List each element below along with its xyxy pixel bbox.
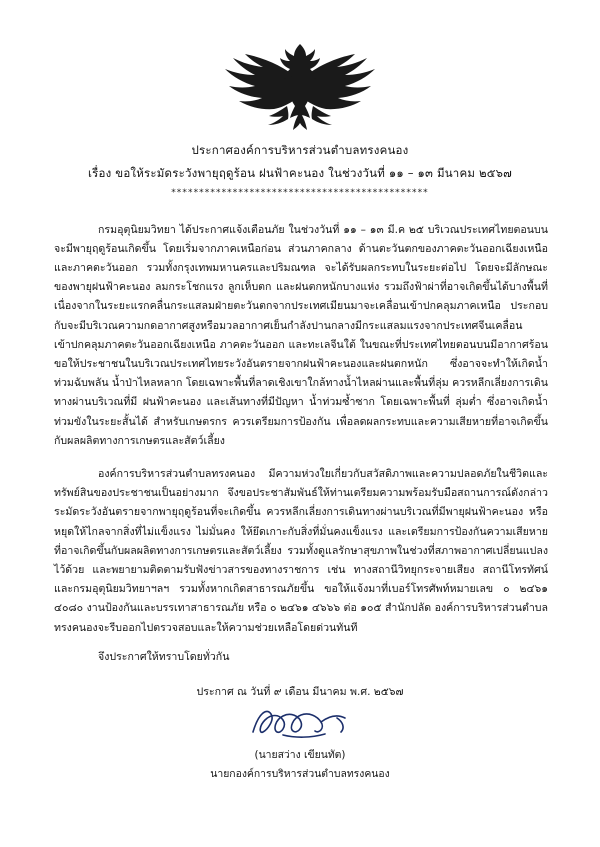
heading-divider: ********************************************** [171, 188, 429, 198]
signatory-title: นายกองค์การบริหารส่วนตำบลทรงคนอง [210, 768, 390, 780]
paragraph-2: องค์การบริหารส่วนตำบลทรงคนอง มีความห่วงใยเกี่ยวกับสวัสดิภาพและความปลอดภัยในชีวิตและทรัพย์สินของประชาชนเป็นอย่างมาก จึงขอประชาสัมพันธ์ให้ท่านเตรียมความพร้อมรับมือสถานการณ์ดังกล่าว ระมัดระวังอันตรายจากพายุฤดูร้อนที่จะเกิดขึ้น ควรหลีกเลี่ยงการเดินทางผ่านบริเวณที่มีพายุฝนฟ้าคะนอง หรือหยุดให้ไกลจากสิ่งที่ไม่แข็งแรง ไม่มั่นคง ให้ยึดเกาะกับสิ่งที่มั่นคงแข็งแรง และเตรียมการป้องกันความเสียหายที่อาจเกิดขึ้นกับผลผลิตทางการเกษตรและสัตว์เลี้ยง รวมทั้งดูแลรักษาสุขภาพในช่วงที่สภาพอากาศเปลี่ยนแปลงไว้ด้วย และพยายามติดตามรับฟังข่าวสารของทางราชการ เช่น ทางสถานีวิทยุกระจายเสียง สถานีโทรทัศน์ และกรมอุตุนิยมวิทยาฯลฯ รวมทั้งหากเกิดสาธารณภัยขึ้น ขอให้แจ้งมาที่เบอร์โทรศัพท์หมายเลข ๐ ๒๔๖๑ ๔๐๘๐ งานป้องกันและบรรเทาสาธารณภัย หรือ ๐ ๒๔๖๑ ๔๖๖๖ ต่อ ๑๐๕ สำนักปลัด องค์การบริหารส่วนตำบลทรงคนองจะรีบออกไปตรวจสอบและให้ความช่วยเหลือโดยด่วนทันที [54, 468, 548, 634]
document-sheet [22, 14, 578, 832]
paragraph-1: กรมอุตุนิยมวิทยา ได้ประกาศแจ้งเตือนภัย ในช่วงวันที่ ๑๑ – ๑๓ มี.ค ๒๕ บริเวณประเทศไทยตอนบนจะมีพายุฤดูร้อนเกิดขึ้น โดยเริ่มจากภาคเหนือก่อน ส่วนภาคกลาง ด้านตะวันตกของภาคตะวันออกเฉียงเหนือ และภาคตะวันออก รวมทั้งกรุงเทพมหานครและปริมณฑล จะได้รับผลกระทบในระยะต่อไป โดยจะมีลักษณะของพายุฝนฟ้าคะนอง ลมกระโชกแรง ลูกเห็บตก และฝนตกหนักบางแห่ง รวมถึงฟ้าผ่าที่อาจเกิดขึ้นได้บางพื้นที่ เนื่องจากในระยะแรกคลื่นกระแสลมฝ่ายตะวันตกจากประเทศเมียนมาจะเคลื่อนเข้าปกคลุมภาคเหนือ ประกอบกับจะมีบริเวณความกดอากาศสูงหรือมวลอากาศเย็นกำลังปานกลางมีกระแสลมแรงจากประเทศจีนเคลื่อนเข้าปกคลุมภาคตะวันออกเฉียงเหนือ ภาคตะวันออก และทะเลจีนใต้ ในขณะที่ประเทศไทยตอนบนมีอากาศร้อน ขอให้ประชาชนในบริเวณประเทศไทยระวังอันตรายจากฝนฟ้าคะนองและฝนตกหนัก ซึ่งอาจจะทำให้เกิดน้ำท่วมฉับพลัน น้ำป่าไหลหลาก โดยเฉพาะพื้นที่ลาดเชิงเขาใกล้ทางน้ำไหลผ่านและพื้นที่ลุ่ม ควรหลีกเลี่ยงการเดินทางผ่านบริเวณที่มี ฝนฟ้าคะนอง และเส้นทางที่มีปัญหา น้ำท่วมซ้ำซาก โดยเฉพาะพื้นที่ ลุ่มต่ำ ซึ่งอาจเกิดน้ำท่วมขังในระยะสั้นได้ สำหรับเกษตรกร ควรเตรียมการป้องกัน เพื่อลดผลกระทบและความเสียหายที่อาจเกิดขึ้นกับผลผลิตทางการเกษตรและสัตว์เลี้ยง [54, 223, 548, 447]
document-heading [22, 140, 578, 198]
document-body [54, 210, 548, 679]
signatory-name: (นายสว่าง เขียนทัต) [254, 749, 346, 761]
signature-date: ประกาศ ณ วันที่ ๙ เดือน มีนาคม พ.ศ. ๒๕๖๗ [196, 686, 404, 698]
closing-line: จึงประกาศให้ทราบโดยทั่วกัน [98, 650, 230, 663]
announcement-title: ประกาศองค์การบริหารส่วนตำบลทรงคนอง [191, 143, 409, 157]
announcement-subject: เรื่อง ขอให้ระมัดระวังพายุฤดูร้อน ฝนฟ้าคะนอง ในช่วงวันที่ ๑๑ – ๑๓ มีนาคม ๒๕๖๗ [87, 166, 513, 180]
signature-block [22, 682, 578, 784]
emblem-container [22, 36, 578, 132]
handwritten-signature-icon [22, 702, 578, 746]
garuda-emblem-icon [217, 36, 383, 132]
